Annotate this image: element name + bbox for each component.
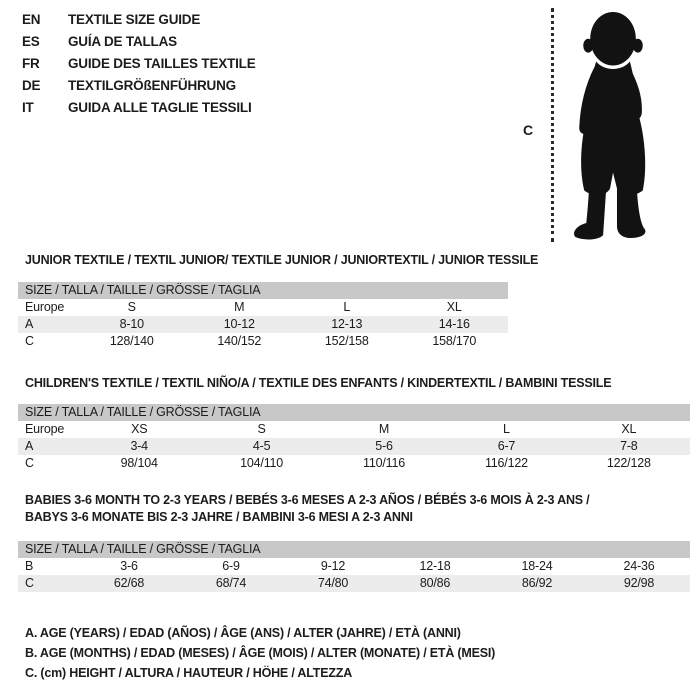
table-row (18, 558, 690, 575)
size-cell: 104/110 (240, 456, 284, 470)
row-label: C (25, 576, 34, 590)
size-cell: 116/122 (484, 456, 528, 470)
figure-area (515, 4, 685, 248)
size-cell: XL (621, 422, 637, 436)
size-cell: 110/116 (363, 456, 405, 470)
row-label: A (25, 439, 34, 453)
size-cell: 14-16 (438, 317, 470, 331)
table-row (18, 333, 508, 350)
size-cell: XS (131, 422, 148, 436)
language-label: TEXTILGRÖßENFÜHRUNG (68, 77, 236, 93)
size-cell: 10-12 (223, 317, 255, 331)
row-label: C (25, 334, 34, 348)
size-cell: 62/68 (113, 576, 145, 590)
size-table-children (18, 404, 690, 472)
size-cell: 92/98 (623, 576, 655, 590)
size-cell: 152/158 (324, 334, 369, 348)
row-label: A (25, 317, 34, 331)
size-cell: 24-36 (623, 559, 655, 573)
language-row (22, 74, 256, 96)
language-code: ES (22, 33, 40, 49)
row-label: Europe (25, 422, 65, 436)
language-label: TEXTILE SIZE GUIDE (68, 11, 201, 27)
size-cell: L (343, 300, 351, 314)
section-title-line: CHILDREN'S TEXTILE / TEXTIL NIÑO/A / TEXTILE DES ENFANTS / KINDERTEXTIL / BAMBINI TESSILE (25, 376, 612, 390)
table-row (18, 316, 508, 333)
section-title-line: BABYS 3-6 MONATE BIS 2-3 JAHRE / BAMBINI 3-6 MESI A 2-3 ANNI (25, 510, 413, 524)
section-title-babies (25, 492, 589, 526)
language-row (22, 8, 256, 30)
size-bar-header: SIZE / TALLA / TAILLE / GRÖSSE / TAGLIA (18, 541, 690, 558)
legend-line: B. AGE (MONTHS) / EDAD (MESES) / ÂGE (MOIS) / ALTER (MONATE) / ETÀ (MESI) (25, 646, 496, 660)
size-table-junior (18, 282, 508, 350)
size-cell: 8-10 (119, 317, 144, 331)
size-cell: 12-18 (419, 559, 451, 573)
size-cell: 18-24 (521, 559, 553, 573)
language-code: IT (22, 99, 34, 115)
size-cell: 86/92 (521, 576, 553, 590)
row-label: B (25, 559, 34, 573)
row-label: C (25, 456, 34, 470)
size-cell: M (234, 300, 245, 314)
section-title-children (25, 375, 611, 392)
size-cell: 68/74 (215, 576, 247, 590)
size-cell: 6-9 (222, 559, 240, 573)
size-cell: L (503, 422, 510, 436)
table-row (18, 455, 690, 472)
language-code: FR (22, 55, 40, 71)
language-row (22, 30, 256, 52)
size-bar-header: SIZE / TALLA / TAILLE / GRÖSSE / TAGLIA (18, 404, 690, 421)
size-cell: 3-4 (130, 439, 148, 453)
size-cell: 3-6 (120, 559, 138, 573)
table-row (18, 575, 690, 592)
height-measure-dotted-line (551, 8, 554, 242)
size-cell: XL (446, 300, 462, 314)
legend-line: C. (cm) HEIGHT / ALTURA / HAUTEUR / HÖHE / ALTEZZA (25, 666, 353, 680)
toddler-silhouette-icon (559, 6, 671, 244)
table-row (18, 438, 690, 455)
size-cell: 98/104 (120, 456, 158, 470)
size-cell: 5-6 (375, 439, 393, 453)
size-cell: 80/86 (419, 576, 451, 590)
size-cell: S (257, 422, 266, 436)
table-row (18, 421, 690, 438)
size-cell: 128/140 (109, 334, 154, 348)
language-label: GUIDA ALLE TAGLIE TESSILI (68, 99, 252, 115)
size-cell: 12-13 (331, 317, 363, 331)
language-code: EN (22, 11, 41, 27)
table-row (18, 299, 508, 316)
language-label: GUÍA DE TALLAS (68, 33, 177, 49)
size-cell: 9-12 (320, 559, 346, 573)
language-row (22, 96, 256, 118)
size-table-babies (18, 541, 690, 592)
size-bar-header: SIZE / TALLA / TAILLE / GRÖSSE / TAGLIA (18, 282, 508, 299)
language-list (22, 8, 256, 118)
language-label: GUIDE DES TAILLES TEXTILE (68, 55, 256, 71)
size-cell: 6-7 (497, 439, 516, 453)
size-cell: 4-5 (252, 439, 271, 453)
size-cell: 74/80 (317, 576, 349, 590)
size-cell: M (378, 422, 390, 436)
section-title-line: BABIES 3-6 MONTH TO 2-3 YEARS / BEBÉS 3-6 MESES A 2-3 AÑOS / BÉBÉS 3-6 MOIS À 2-3 ANS / (25, 493, 590, 507)
section-title-line: JUNIOR TEXTILE / TEXTIL JUNIOR/ TEXTILE JUNIOR / JUNIORTEXTIL / JUNIOR TESSILE (25, 253, 539, 267)
size-cell: 140/152 (217, 334, 262, 348)
size-cell: 122/128 (606, 456, 651, 470)
legend-line: A. AGE (YEARS) / EDAD (AÑOS) / ÂGE (ANS) / ALTER (JAHRE) / ETÀ (ANNI) (25, 626, 461, 640)
height-measure-label: C (523, 122, 533, 138)
row-label: Europe (25, 300, 65, 314)
legend (25, 623, 495, 683)
size-cell: 158/170 (432, 334, 477, 348)
section-title-junior (25, 252, 538, 269)
size-cell: 7-8 (620, 439, 638, 453)
size-cell: S (127, 300, 136, 314)
language-row (22, 52, 256, 74)
language-code: DE (22, 77, 41, 93)
